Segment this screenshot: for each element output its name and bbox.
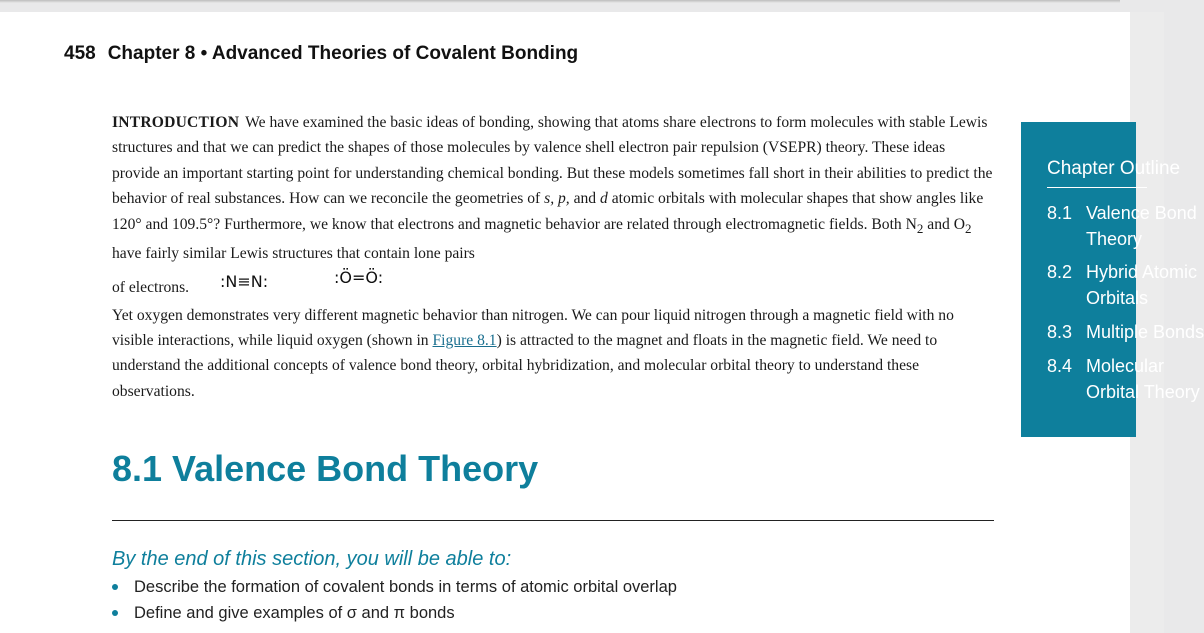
chapter-title: Chapter 8 • Advanced Theories of Covalent Bonding [107, 43, 579, 64]
page-number: 458 [64, 43, 96, 64]
chapter-outline-box [1021, 122, 1204, 437]
of-electrons-text: of electrons. [112, 278, 190, 296]
orbital-d: d [600, 190, 608, 208]
outline-label: Hybrid Atomic [1086, 262, 1198, 282]
lewis-structures-line [112, 267, 996, 303]
section-divider [112, 520, 994, 521]
outline-number: 8.1 [1047, 203, 1073, 223]
outline-label: Valence Bond [1086, 203, 1197, 223]
outline-label-line2: Orbitals [1086, 288, 1149, 308]
intro-text-3: and O [923, 215, 965, 233]
learning-objectives-title: By the end of this section, you will be able to: [112, 548, 512, 570]
outline-item-8-2[interactable] [1047, 259, 1197, 311]
introduction-lead: INTRODUCTION [112, 114, 240, 131]
outline-number: 8.2 [1047, 262, 1073, 282]
outline-label: Molecular [1086, 356, 1165, 376]
outline-item-8-4[interactable] [1047, 353, 1200, 405]
intro-text-and: and [569, 190, 600, 208]
lewis-structure-n2: :N≡N: [220, 271, 269, 291]
bullet-icon [112, 610, 118, 616]
section-heading: 8.1 Valence Bond Theory [112, 448, 539, 489]
list-item [112, 574, 677, 600]
outline-label-line2: Theory [1086, 229, 1143, 249]
running-head [64, 43, 578, 65]
list-item [112, 600, 677, 626]
chapter-outline-title: Chapter Outline [1047, 158, 1181, 179]
lewis-structure-o2: :Ö=Ö: [334, 267, 384, 287]
bullet-icon [112, 584, 118, 590]
outline-item-8-3[interactable] [1047, 319, 1204, 345]
intro-text-5: Yet oxygen demonstrates very different magnetic behavior than nitrogen. We can pour liquid nitrogen through a magnetic field with no visible interactions, while liquid oxygen (shown in [112, 306, 954, 349]
intro-text-1: We have examined the basic ideas of bonding, showing that atoms share electrons to form molecules with stable Lewis structures and that we can predict the shapes of those molecules by valence shell electron pair repulsion (VSEPR) theory. These ideas provide an important starting point for understanding chemical bonding. But these models sometimes fall short in their abilities to predict the behavior of real substances. How can we reconcile the geometries of [112, 114, 993, 208]
outline-number: 8.3 [1047, 322, 1073, 342]
chapter-outline-divider [1047, 187, 1147, 188]
figure-8-1-link[interactable]: Figure 8.1 [432, 331, 497, 349]
outline-label: Multiple Bonds [1086, 322, 1204, 342]
introduction-paragraph [112, 110, 996, 404]
learning-objectives-list [112, 574, 677, 626]
outline-item-8-1[interactable] [1047, 200, 1197, 252]
o2-subscript: 2 [964, 220, 972, 236]
outline-label-line2: Orbital Theory [1086, 382, 1200, 402]
n2-subscript: 2 [916, 220, 924, 236]
intro-text-4: have fairly similar Lewis structures that contain lone pairs [112, 245, 475, 263]
objective-text: Describe the formation of covalent bonds in terms of atomic orbital overlap [134, 578, 677, 596]
outline-number: 8.4 [1047, 356, 1073, 376]
viewer-top-shadow [0, 0, 1120, 3]
intro-text-2: atomic orbitals with molecular shapes that show angles like 120° and 109.5°? Furthermore, we know that electrons and magnetic behavior are related through electromagnetic fields. Both N [112, 190, 984, 233]
intro-text-6: ) is attracted to the magnet and floats in the magnetic field. We need to understand the additional concepts of valence bond theory, orbital hybridization, and molecular orbital theory to understand these observations. [112, 331, 938, 400]
objective-text: Define and give examples of σ and π bonds [134, 604, 455, 622]
orbitals-spd: s, p, [544, 190, 570, 208]
